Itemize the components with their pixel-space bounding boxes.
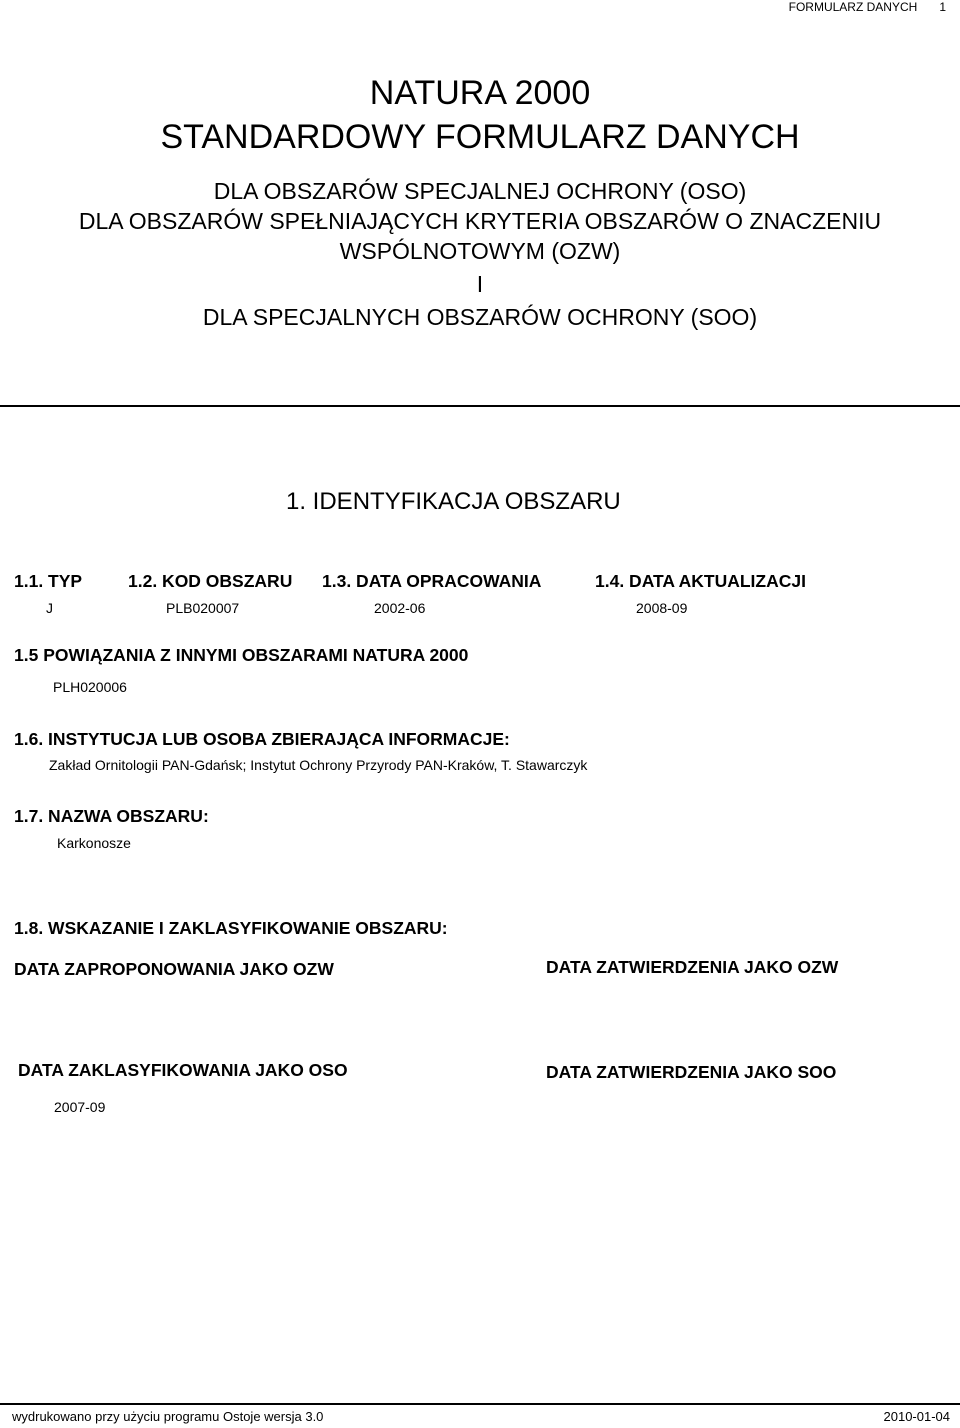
subtitle-soo: DLA SPECJALNYCH OBSZARÓW OCHRONY (SOO) [202, 304, 758, 330]
subtitle-ozw-cont: WSPÓLNOTOWYM (OZW) [339, 238, 621, 264]
type-value: J [46, 600, 53, 616]
classified-oso-label: DATA ZAKLASYFIKOWANIA JAKO OSO [18, 1060, 348, 1080]
respondent-label: 1.6. INSTYTUCJA LUB OSOBA ZBIERAJĄCA INFORMACJE: [14, 729, 510, 749]
title-natura: NATURA 2000 [369, 74, 591, 112]
compile-date-value: 2002-06 [374, 600, 426, 616]
update-date-value: 2008-09 [636, 600, 688, 616]
update-date-label: 1.4. DATA AKTUALIZACJI [595, 571, 806, 591]
subtitle-oso: DLA OBSZARÓW SPECJALNEJ OCHRONY (OSO) [213, 178, 747, 204]
footer-program-info: wydrukowano przy użyciu programu Ostoje wersja 3.0 [12, 1409, 324, 1424]
running-header [789, 0, 946, 14]
footer-print-date: 2010-01-04 [883, 1409, 950, 1424]
subtitle-ozw: DLA OBSZARÓW SPEŁNIAJĄCYCH KRYTERIA OBSZARÓW O ZNACZENIU [78, 208, 882, 234]
title-form: STANDARDOWY FORMULARZ DANYCH [160, 118, 800, 156]
confirmed-soo-label: DATA ZATWIERDZENIA JAKO SOO [546, 1062, 837, 1082]
site-name-value: Karkonosze [57, 835, 131, 851]
relations-value: PLH020006 [53, 679, 127, 695]
designation-label: 1.8. WSKAZANIE I ZAKLASYFIKOWANIE OBSZARU: [14, 918, 448, 938]
proposed-ozw-label: DATA ZAPROPONOWANIA JAKO OZW [14, 959, 334, 979]
respondent-value: Zakład Ornitologii PAN-Gdańsk; Instytut Ochrony Przyrody PAN-Kraków, T. Stawarczyk [49, 757, 588, 773]
section-heading: 1. IDENTYFIKACJA OBSZARU [286, 488, 621, 515]
form-name: FORMULARZ DANYCH [788, 0, 918, 14]
confirmed-ozw-label: DATA ZATWIERDZENIA JAKO OZW [546, 957, 839, 977]
site-name-label: 1.7. NAZWA OBSZARU: [14, 806, 209, 826]
divider-line [0, 405, 960, 407]
classified-oso-value: 2007-09 [54, 1099, 106, 1115]
type-label: 1.1. TYP [14, 571, 83, 591]
relations-label: 1.5 POWIĄZANIA Z INNYMI OBSZARAMI NATURA 2000 [14, 645, 469, 665]
code-value: PLB020007 [166, 600, 240, 616]
page-number: 1 [939, 0, 946, 14]
compile-date-label: 1.3. DATA OPRACOWANIA [322, 571, 542, 591]
footer-divider [0, 1403, 960, 1405]
code-label: 1.2. KOD OBSZARU [128, 571, 293, 591]
subtitle-and: I [476, 271, 484, 297]
